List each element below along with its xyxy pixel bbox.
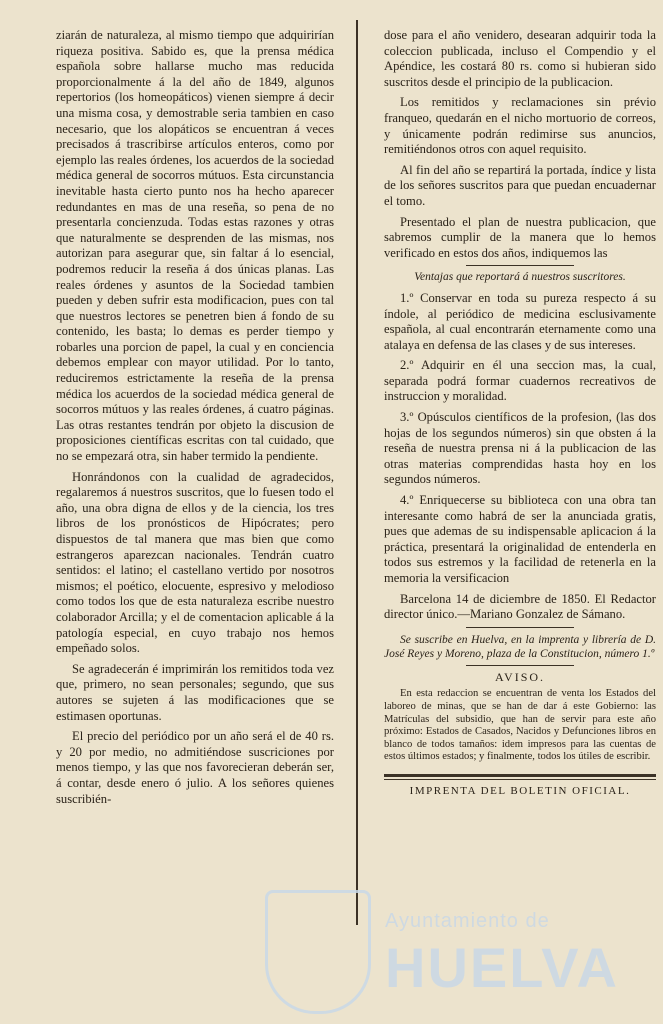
- imprenta-rule: [384, 774, 656, 780]
- left-column: [56, 28, 334, 807]
- advantage-item-2: 2.º Adquirir en él una seccion mas, la cual, separada podrá formar cuadernos recreativos de instruccion y moralidad.: [384, 358, 656, 404]
- imprenta-footer: IMPRENTA DEL BOLETIN OFICIAL.: [409, 784, 631, 797]
- aviso-text: En esta redaccion se encuentran de venta los Estados del laboreo de minas, que se han de dar á este Gobierno: las Matrículas del subsidio, que han de servir para este año próximo: Estados de Casados, Nacidos y Defunciones libros en blanco de todos tamaños: idem impresos para las cuentas de estos últimos estados; y finalmente, todos los útiles de escribir.: [384, 688, 656, 763]
- section-rule-3: [466, 665, 575, 666]
- right-paragraph-3: Al fin del año se repartirá la portada, índice y lista de los señores suscritos para que puedan encuadernar el tomo.: [384, 162, 656, 208]
- watermark: [255, 880, 655, 1020]
- closing-signature: Barcelona 14 de diciembre de 1850. El Redactor director único.—Mariano Gonzalez de Sámano.: [384, 591, 656, 622]
- left-paragraph-3: Se agradecerán é imprimirán los remitidos toda vez que, primero, no sean personales; segundo, que sus autores se sujeten á las modificaciones que se estimasen oportunas.: [56, 661, 334, 723]
- left-paragraph-4: El precio del periódico por un año será el de 40 rs. y 20 por medio, no admitiéndose suscriciones por menos tiempo, y las que nos favorecieran deberán ser, á contar, desde enero ó julio. A los señores quienes suscribién-: [56, 729, 334, 806]
- section-rule: [466, 265, 575, 266]
- right-paragraph-1: dose para el año venidero, desearan adquirir toda la coleccion publicada, incluso el Compendio y el Apéndice, les costará 80 rs. como si hubieran sido suscritos desde el principio de la publicacion.: [384, 28, 656, 89]
- watermark-small-text: Ayuntamiento de: [385, 910, 550, 932]
- right-paragraph-2: Los remitidos y reclamaciones sin prévio franqueo, quedarán en el nicho mortuorio de correos, y únicamente podrán redimirse sus anuncios, remitiéndonos otros con aquel requisito.: [384, 95, 656, 157]
- left-paragraph-1: ziarán de naturaleza, al mismo tiempo que adquirirían riqueza positiva. Sabido es, que la prensa médica española sobre hallarse mucho mas reducida proporcionalmente á la del año de 1849, algunos repertorios (los homeopáticos) vienen siempre á decir una misma cosa, y demostrable seria tambien en caso necesario, que los alopáticos se encuentran á veces precisados á trascribirse artículos enteros, como por ejemplo las reales órdenes, los acuerdos de la sociedad médica general de socorros mútuos. Esta circunstancia inevitable hasta cierto punto nos ha hecho aparecer redundantes en mas de una reseña, so pena de no presentarla concienzuda. Todas estas razones y otras que naturalmente se desprenden de las mismas, nos autorizan para asegurar que, sin faltar á lo esencial, podremos reducir la reseña á dos únicas planas. Las reales órdenes y asuntos de la Sociedad tambien pueden y deben sufrir esta modificacion, pues con tal que nuestros lectores se penetren bien á fondo de su contenido, les basta; lo demas es perder tiempo y robarles una porcion de papel, la cual y en conciencia debemos emplear con mayor utilidad. Por lo tanto, reduciremos estrictamente la reseña de la prensa médica los acuerdos de la sociedad médica general de socorros mútuos y las reales órdenes, á cuatro páginas. Las otras restantes tendrán por objeto la discusion de proposiciones científicas escritas con tal cuidado, que no se empezará otra, sin haber termido la pendiente.: [56, 28, 334, 464]
- subscribe-note: Se suscribe en Huelva, en la imprenta y librería de D. José Reyes y Moreno, plaza de la Constitucion, número 1.º: [384, 633, 656, 660]
- column-divider: [356, 20, 358, 925]
- advantages-heading: Ventajas que reportará á nuestros suscritores.: [414, 271, 626, 284]
- section-rule-2: [466, 627, 575, 628]
- watermark-big-text: HUELVA: [385, 936, 619, 999]
- advantage-item-3: 3.º Opúsculos científicos de la profesion, (las dos hojas de los segundos números) sin que obsten á la reseña de nuestra prensa ni á la publicacion de las otras materias comprendidas hasta hoy en los segundos números.: [384, 410, 656, 487]
- aviso-title: AVISO.: [494, 669, 546, 684]
- right-paragraph-4: Presentado el plan de nuestra publicacion, que sabremos cumplir de la manera que lo hemos verificado en estos dos años, indiquemos las: [384, 214, 656, 260]
- right-column: [384, 28, 656, 800]
- left-paragraph-2: Honrándonos con la cualidad de agradecidos, regalaremos á nuestros suscritos, que lo fuesen todo el año, una obra digna de ellos y de la ciencia, los tres libros de los pronósticos de Hipócrates; pero dispuestos de tal manera que mas bien que como estrangeros aparezcan nacionales. Tendrán cuatro sentidos: el latino; el castellano vertido por nosotros mismos; el poético, elocuente, espresivo y melodioso como todos los que de esta naturaleza escribe nuestro colaborador Arcilla; y el de comentacion aplicable á la patología especial, en cuyo trabajo nos hemos empeñado solos.: [56, 469, 334, 656]
- advantage-item-1: 1.º Conservar en toda su pureza respecto á su índole, al periódico de medicina esclusivamente española, al cual encontrarán eternamente como una atalaya en defensa de las clases y de sus intereses.: [384, 290, 656, 352]
- advantage-item-4: 4.º Enriquecerse su biblioteca con una obra tan interesante como habrá de ser la anunciada gratis, pues que ademas de su indispensable aplicacion á la práctica, presentará la originalidad de entenderla en todos sus estremos y la facilidad de retenerla en la memoria la versificacion: [384, 493, 656, 585]
